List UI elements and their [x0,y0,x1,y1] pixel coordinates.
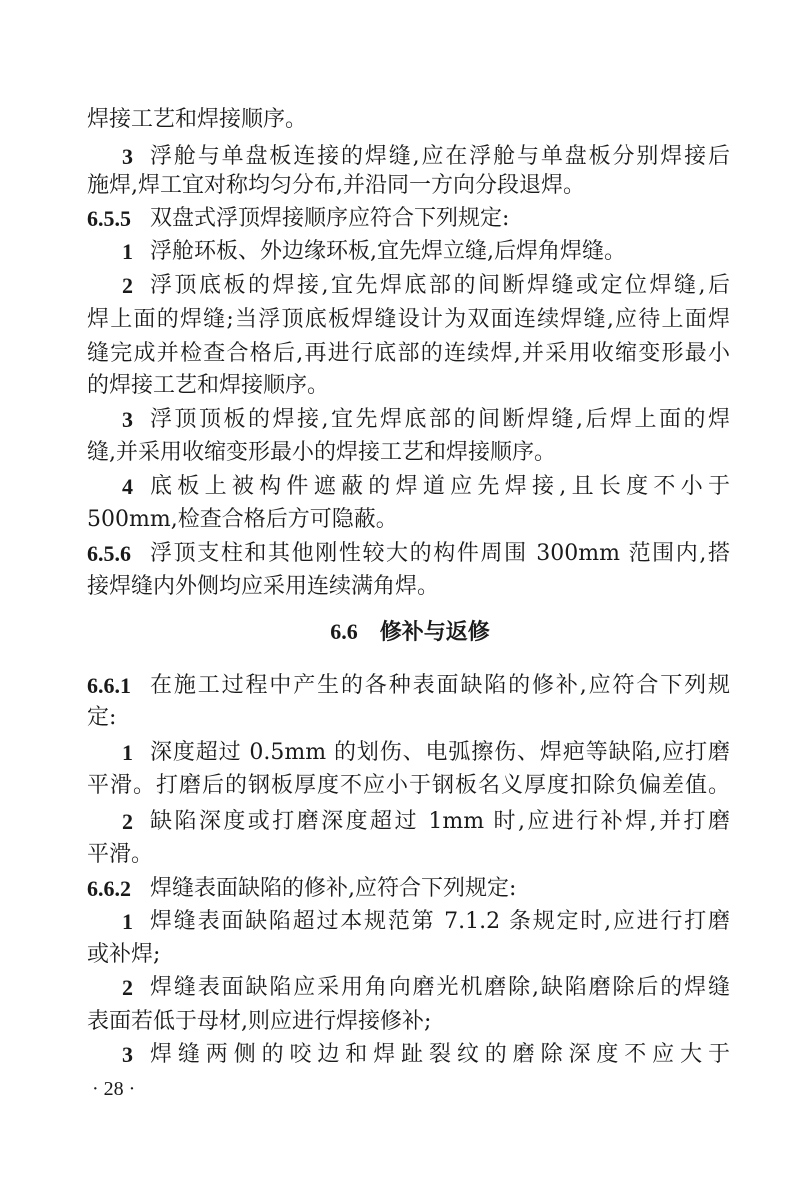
item-number: 1 [122,909,133,934]
line-text: 缝,并采用收缩变形最小的焊接工艺和焊接顺序。 [87,440,556,465]
clause-number: 6.5.5 [87,206,131,231]
line-text: 缺陷深度或打磨深度超过 1mm 时,应进行补焊,并打磨 [150,809,730,834]
list-item [122,238,730,266]
text-line [87,506,730,534]
item-number: 3 [122,144,133,169]
line-text: 浮舱与单盘板连接的焊缝,应在浮舱与单盘板分别焊接后 [150,144,730,169]
list-item [122,473,730,501]
line-text: 500mm,检查合格后方可隐蔽。 [87,507,398,532]
list-item [122,908,730,936]
text-line [87,573,730,601]
text-line [87,772,730,800]
line-text: 深度超过 0.5mm 的划伤、电弧擦伤、焊疤等缺陷,应打磨 [150,740,730,765]
text-line [87,841,730,869]
line-text: 焊缝表面缺陷的修补,应符合下列规定: [150,876,517,901]
clause-line [87,672,730,700]
line-text: 在施工过程中产生的各种表面缺陷的修补,应符合下列规 [150,673,730,698]
list-item [122,272,730,300]
text-line [87,704,730,732]
clause-number: 6.5.6 [87,541,131,566]
line-text: 的焊接工艺和焊接顺序。 [87,373,330,398]
line-text: 底板上被构件遮蔽的焊道应先焊接,且长度不小于 [150,474,730,499]
clause-line [87,540,730,568]
line-text: 缝完成并检查合格后,再进行底部的连续焊,并采用收缩变形最小 [87,341,730,366]
line-text: 焊缝两侧的咬边和焊趾裂纹的磨除深度不应大于 [150,1042,730,1067]
list-item [122,974,730,1002]
item-number: 3 [122,1042,133,1067]
line-text: 焊缝表面缺陷超过本规范第 7.1.2 条规定时,应进行打磨 [150,909,730,934]
list-item [122,808,730,836]
line-text: 浮顶支柱和其他刚性较大的构件周围 300mm 范围内,搭 [150,541,730,566]
item-number: 4 [122,474,133,499]
text-line [87,106,730,134]
text-line [87,372,730,400]
text-line [87,340,730,368]
clause-line [87,875,730,903]
line-text: 或补焊; [87,942,161,967]
text-line [87,439,730,467]
item-number: 3 [122,407,133,432]
clause-number: 6.6.2 [87,876,131,901]
line-text: 平滑。 [87,842,154,867]
line-text: 表面若低于母材,则应进行焊接修补; [87,1009,432,1034]
text-line [87,172,730,200]
section-number: 6.6 [330,619,358,644]
list-item [122,143,730,171]
line-text: 浮顶顶板的焊接,宜先焊底部的间断焊缝,后焊上面的焊 [150,407,730,432]
line-text: 接焊缝内外侧均应采用连续满角焊。 [87,574,440,599]
line-text: 焊接工艺和焊接顺序。 [87,107,308,132]
list-item [122,739,730,767]
text-line [87,941,730,969]
line-text: 定: [87,705,117,730]
list-item [122,406,730,434]
line-text: 平滑。打磨后的钢板厚度不应小于钢板名义厚度扣除负偏差值。 [87,773,730,798]
text-line [87,1008,730,1036]
page-number: · 28 · [92,1078,136,1100]
item-number: 2 [122,809,133,834]
clause-line [87,205,730,233]
item-number: 1 [122,239,133,264]
line-text: 施焊,焊工宜对称均匀分布,并沿同一方向分段退焊。 [87,173,585,198]
item-number: 2 [122,975,133,1000]
section-heading [0,618,800,646]
clause-number: 6.6.1 [87,673,131,698]
line-text: 浮顶底板的焊接,宜先焊底部的间断焊缝或定位焊缝,后 [150,273,730,298]
text-line [87,306,730,334]
item-number: 1 [122,740,133,765]
line-text: 焊缝表面缺陷应采用角向磨光机磨除,缺陷磨除后的焊缝 [150,975,730,1000]
list-item [122,1041,730,1069]
section-title: 修补与返修 [379,619,490,645]
line-text: 浮舱环板、外边缘环板,宜先焊立缝,后焊角焊缝。 [150,239,626,264]
item-number: 2 [122,273,133,298]
line-text: 焊上面的焊缝;当浮顶底板焊缝设计为双面连续焊缝,应待上面焊 [87,307,730,332]
line-text: 双盘式浮顶焊接顺序应符合下列规定: [150,206,510,231]
